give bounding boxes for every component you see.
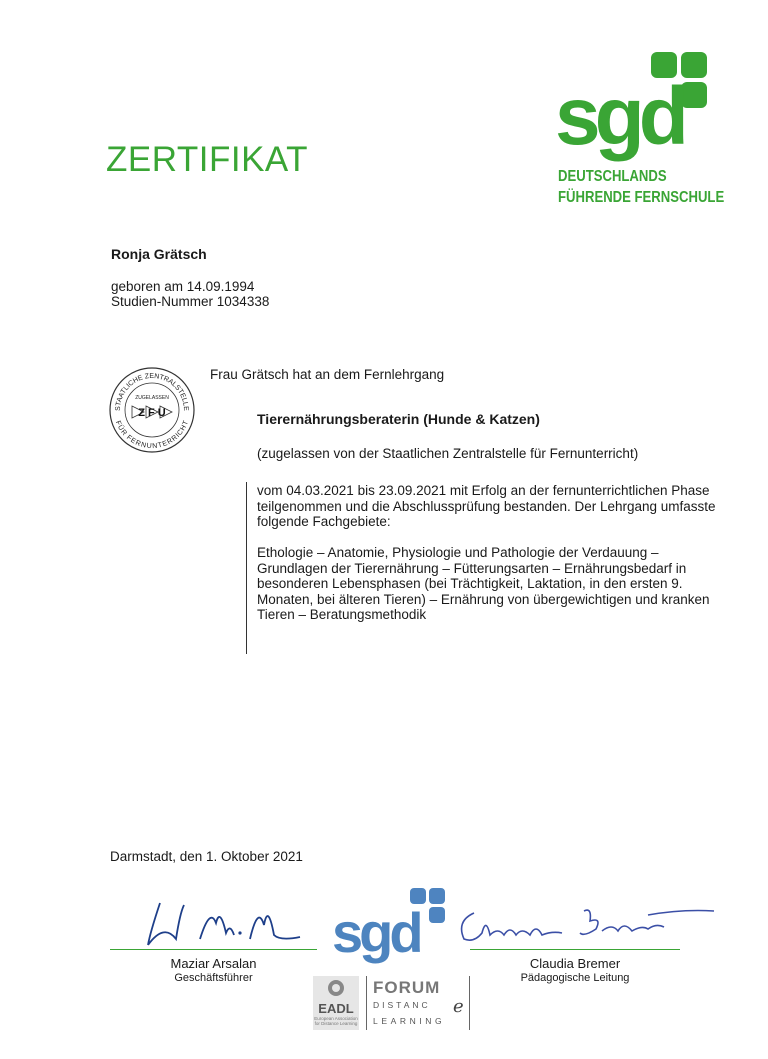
forum-e: e xyxy=(453,996,464,1017)
approval-note: (zugelassen von der Staatlichen Zentralstelle für Fernunterricht) xyxy=(257,446,639,461)
signer-1-name: Maziar Arsalan xyxy=(170,956,257,971)
slogan-line2: FÜHRENDE FERNSCHULE xyxy=(558,189,725,206)
intro-text: Frau Grätsch hat an dem Fernlehrgang xyxy=(210,367,445,382)
forum-line2: DISTANC xyxy=(373,1000,431,1010)
completion-paragraph: vom 04.03.2021 bis 23.09.2021 mit Erfolg an der fernunterrichtlichen Phase teilgenommen und die Abschlussprüfung bestanden. Der Lehrgang umfasste folgende Fachgebiete: xyxy=(257,483,716,529)
sgd-logo xyxy=(555,52,715,164)
svg-text:Z F U: Z F U xyxy=(138,407,166,419)
forum-line1: FORUM xyxy=(373,978,441,997)
vertical-rule xyxy=(246,482,247,654)
svg-text:sgd: sgd xyxy=(332,901,420,964)
eadl-subtitle: European Association for Distance Learning xyxy=(314,1016,358,1026)
eadl-word: EADL xyxy=(318,1001,354,1016)
signature-1 xyxy=(140,893,310,951)
svg-text:ZUGELASSEN: ZUGELASSEN xyxy=(135,395,169,401)
slogan-line1: DEUTSCHLANDS xyxy=(558,168,667,185)
certificate-title: ZERTIFIKAT xyxy=(106,140,309,179)
sgd-logo-blue xyxy=(330,886,460,966)
forum-line3: LEARNING xyxy=(373,1016,446,1026)
zfu-seal xyxy=(108,366,196,454)
student-name: Ronja Grätsch xyxy=(111,246,207,262)
place-date: Darmstadt, den 1. Oktober 2021 xyxy=(110,849,303,864)
signature-2 xyxy=(452,897,717,947)
signature-line-2 xyxy=(470,949,680,950)
course-title: Tierernährungsberaterin (Hunde & Katzen) xyxy=(257,411,540,427)
signer-2-role: Pädagogische Leitung xyxy=(520,972,630,984)
signer-1-role: Geschäftsführer xyxy=(174,972,253,984)
slogan xyxy=(558,166,724,208)
birth-date: geboren am 14.09.1994 xyxy=(111,279,255,294)
signer-2-name: Claudia Bremer xyxy=(529,956,621,971)
svg-text:STAATLICHE ZENTRALSTELLE: STAATLICHE ZENTRALSTELLE xyxy=(114,372,190,412)
student-number: Studien-Nummer 1034338 xyxy=(111,294,270,309)
svg-text:sgd: sgd xyxy=(555,71,683,162)
svg-text:FÜR FERNUNTERRICHT: FÜR FERNUNTERRICHT xyxy=(113,419,191,451)
subjects-paragraph: Ethologie – Anatomie, Physiologie und Pathologie der Verdauung – Grundlagen der Tierernährung – Fütterungsarten – Ernährungsbedarf in besonderen Lebensphasen (bei Trächtigkeit, Laktation, in den ersten 9. Monaten, bei älteren Tieren) – Ernährung von übergewichtigen und kranken Tieren – Beratungsmethodik xyxy=(257,545,710,622)
signature-line-1 xyxy=(110,949,317,950)
